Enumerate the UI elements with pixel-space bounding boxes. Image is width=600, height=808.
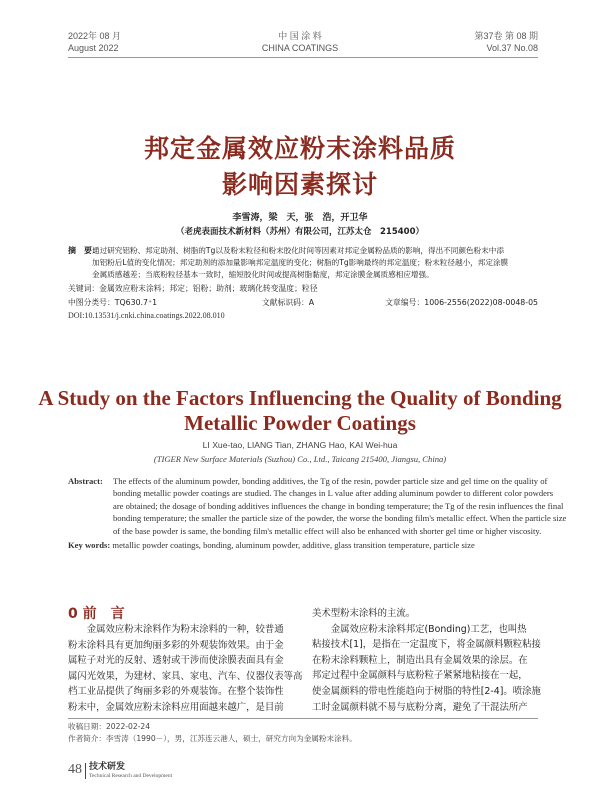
header-volume-cn: 第37卷 第 08 期 bbox=[474, 31, 538, 41]
affiliation-cn: （老虎表面技术新材料（苏州）有限公司，江苏太仓 215400） bbox=[176, 227, 424, 237]
footer-section-cn: 技术研发 bbox=[89, 762, 126, 772]
abstract-cn-label: 摘 要： bbox=[68, 246, 100, 255]
footer-section-en: Technical Research and Development bbox=[89, 773, 173, 779]
abstract-en-line: The effects of the aluminum powder, bonding additives, the Tg of the resin, powder particle size and gel time on the quality of bbox=[113, 476, 548, 486]
body-line: 使金属颜料的带电性能趋向于树脂的特性[2-4]。喷涂施 bbox=[312, 685, 541, 697]
abstract-en-line: bonding metallic powder coatings are studied. The changes in L value after adding aluminum powder to different color powders bbox=[113, 488, 554, 499]
class-number: 中图分类号：TQ630.7⁺1 bbox=[68, 298, 158, 307]
authors-cn: 李雪涛，梁 天，张 浩，开卫华 bbox=[232, 213, 368, 223]
header-date-cn: 2022年 08 月 bbox=[68, 31, 122, 41]
footnote-rule bbox=[68, 718, 538, 719]
keywords-en bbox=[68, 539, 475, 551]
body-line: 粉末涂料具有更加绚丽多彩的外观装饰效果。由于金 bbox=[68, 639, 284, 651]
footer-divider bbox=[85, 763, 86, 779]
abstract-en-line: of the base powder is same, the bonding film's metallic effect will also be enhanced with shorter gel time or higher viscosity. bbox=[113, 525, 542, 536]
header-journal-en: CHINA COATINGS bbox=[261, 43, 339, 53]
page-number: 48 bbox=[68, 762, 82, 777]
section-heading: 0 前 言 bbox=[68, 606, 125, 622]
body-line: 工时金属颜料就不易与底粉分离，避免了干混法所产 bbox=[312, 701, 528, 713]
title-en-line2: Metallic Powder Coatings bbox=[184, 411, 416, 435]
abstract-en-line: are obtained; the dosage of bonding additives influences the change in bonding temperature; the Tg of the resin influences the final bbox=[113, 500, 564, 511]
body-right-column bbox=[312, 606, 541, 715]
title-en-line1: A Study on the Factors Influencing the Quality of Bonding bbox=[38, 386, 562, 410]
abstract-cn-line: 加铝粉后L值的变化情况；邦定助剂的添加量影响邦定温度的变化；树脂的Tg影响最终的邦定温度；粉末粒径越小，邦定涂膜 bbox=[92, 258, 509, 267]
header-date-en: August 2022 bbox=[68, 43, 119, 53]
body-line: 在粉末涂料颗粒上，制造出具有金属效果的涂层。在 bbox=[312, 654, 528, 666]
affiliation-en: (TIGER New Surface Materials (Suzhou) Co., Ltd., Taicang 215400, Jiangsu, China) bbox=[153, 454, 447, 464]
abstract-en-label: Abstract: bbox=[68, 476, 103, 486]
abstract-cn-body bbox=[92, 245, 544, 281]
article-number: 文章编号：1006-2556(2022)08-0048-05 bbox=[385, 298, 538, 307]
body-line: 美术型粉末涂料的主流。 bbox=[312, 608, 416, 619]
body-line: 档工业品提供了绚丽多彩的外观装饰。在整个装饰性 bbox=[68, 686, 284, 698]
body-line: 金属效应粉末涂料作为粉末涂料的一种，较普通 bbox=[68, 624, 284, 635]
abstract-en-body bbox=[113, 475, 567, 537]
received-date: 收稿日期：2022-02-24 bbox=[68, 722, 151, 731]
abstract-cn-line: 通过研究铝粉、邦定助剂、树脂的Tg以及粉末粒径和粉末胶化时间等因素对邦定金属粉品质的影响，得出不同颜色粉末中添 bbox=[92, 246, 504, 255]
body-line: 金属效应粉末涂料邦定(Bonding)工艺，也叫热 bbox=[312, 623, 527, 635]
body-line: 粉末中，金属效应粉末涂料应用面越来越广，是目前 bbox=[68, 701, 284, 713]
author-bio: 作者简介：李雪涛（1990－），男，江苏连云港人，硕士，研究方向为金属粉末涂料。 bbox=[68, 734, 357, 743]
body-line: 属粒子对光的反射、透射或干涉而使涂膜表面具有金 bbox=[68, 655, 284, 667]
keywords-cn: 关键词：金属效应粉末涂料；邦定；铝粉；助剂；玻璃化转变温度；粒径 bbox=[68, 284, 318, 293]
title-cn-line1: 邦定金属效应粉末涂料品质 bbox=[143, 134, 456, 163]
body-line: 粘接技术[1]，是指在一定温度下，将金属颜料颗粒粘接 bbox=[312, 639, 541, 651]
body-left-column bbox=[68, 622, 303, 716]
authors-en: LI Xue-tao, LIANG Tian, ZHANG Hao, KAI Wei-hua bbox=[202, 440, 398, 450]
body-line: 邦定过程中金属颜料与底粉粒子紧紧地粘接在一起， bbox=[312, 670, 528, 682]
doi: DOI:10.13531/j.cnki.china.coatings.2022.08.010 bbox=[68, 311, 225, 320]
header-journal-cn: 中 国 涂 料 bbox=[278, 31, 322, 41]
keywords-en-label: Key words: bbox=[68, 540, 111, 550]
body-line: 属闪光效果，为建材、家具、家电、汽车、仪器仪表等高 bbox=[68, 670, 303, 682]
keywords-en-text: metallic powder coatings, bonding, aluminum powder, additive, glass transition temperature, particle size bbox=[112, 540, 475, 550]
title-cn-line2: 影响因素探讨 bbox=[221, 170, 378, 199]
abstract-en-line: bonding temperature; the smaller the particle size of the powder, the worse the bonding film's metallic effect. When the particle size bbox=[113, 513, 567, 524]
abstract-cn-line: 金属质感越差；当底粉粒径基本一致时，缩短胶化时间或提高树脂黏度，邦定涂膜金属质感相应增强。 bbox=[92, 270, 434, 279]
document-code: 文献标识码：A bbox=[262, 298, 315, 307]
header-rule bbox=[68, 57, 538, 58]
header-volume bbox=[474, 30, 538, 54]
header-volume-en: Vol.37 No.08 bbox=[486, 43, 538, 53]
